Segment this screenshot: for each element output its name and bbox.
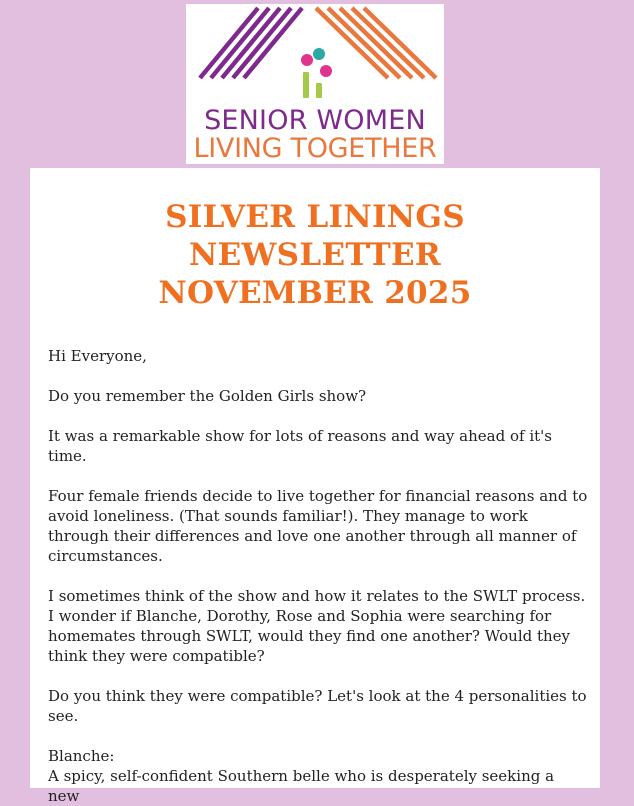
house-roof-icon [186, 4, 444, 108]
paragraph: Do you think they were compatible? Let's look at the 4 personalities to see. [48, 687, 587, 725]
logo [186, 4, 444, 164]
paragraph: I sometimes think of the show and how it relates to the SWLT process. I wonder if Blanche, Dorothy, Rose and Sophia were searching for homemates through SWLT, would they find one another? Would they think they were compatible? [48, 587, 586, 665]
title-line: NOVEMBER 2025 [158, 275, 472, 311]
title-line: NEWSLETTER [188, 237, 441, 273]
paragraph: A spicy, self-confident Southern belle who is desperately seeking a new [48, 767, 555, 805]
title-line: SILVER LININGS [165, 199, 465, 235]
section-heading-blanche: Blanche: [48, 747, 115, 765]
paragraph: It was a remarkable show for lots of reasons and way ahead of it's time. [48, 427, 552, 465]
newsletter-card [30, 168, 600, 805]
logo-text-senior-women: SENIOR WOMEN [204, 105, 426, 136]
paragraph: Do you remember the Golden Girls show? [48, 387, 367, 405]
logo-text-living-together: LIVING TOGETHER [193, 133, 437, 164]
newsletter-title [30, 198, 600, 312]
newsletter-body [48, 346, 588, 806]
greeting: Hi Everyone, [48, 347, 147, 365]
paragraph: Four female friends decide to live together for financial reasons and to avoid loneliness. (That sounds familiar!). They manage to work through their differences and love one another through all manner of circumstances. [48, 487, 588, 565]
